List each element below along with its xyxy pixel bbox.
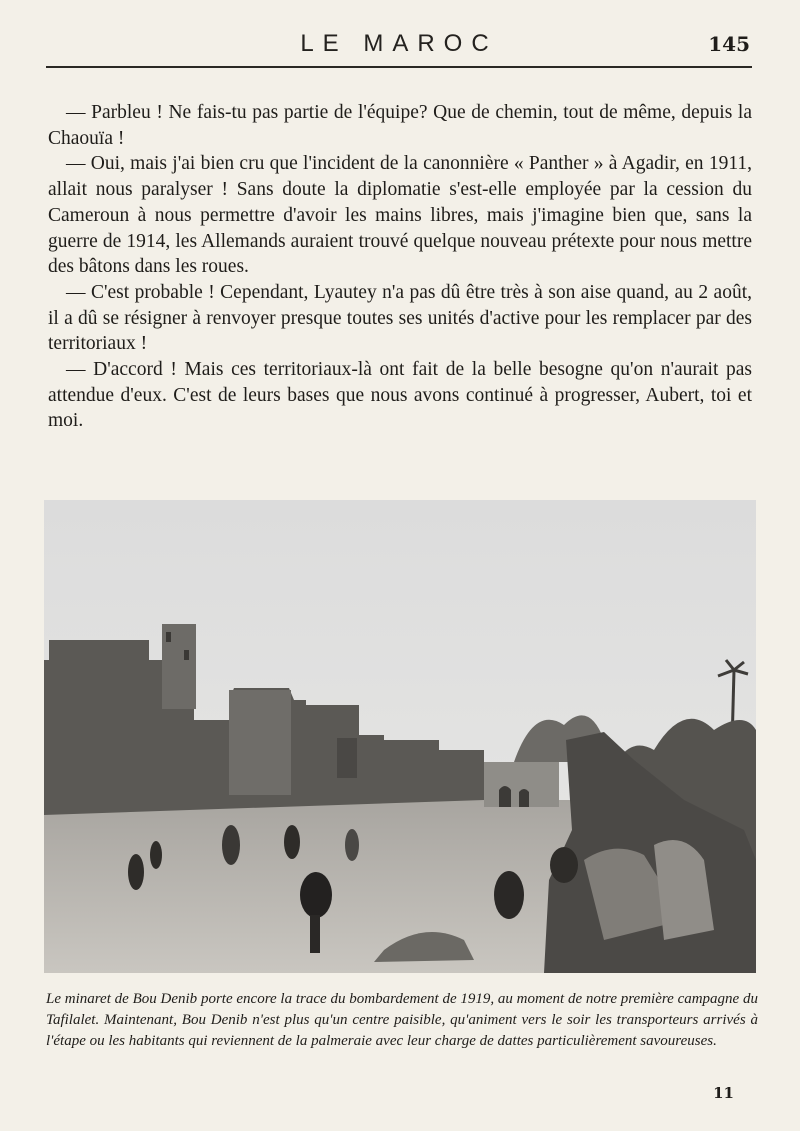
- paragraph: — D'accord ! Mais ces territoriaux-là ont fait de la belle besogne qu'on n'aurait pas attendue d'eux. C'est de leurs bases que nous avons continué à progresser, Aubert, toi et moi.: [48, 359, 752, 432]
- running-header: [46, 30, 752, 68]
- paragraph: — C'est probable ! Cependant, Lyautey n'a pas dû être très à son aise quand, au 2 août, il a dû se résigner à renvoyer presque toutes ses unités d'active pour les remplacer par des territoriaux !: [48, 281, 752, 355]
- paragraph: — Parbleu ! Ne fais-tu pas partie de l'équipe? Que de chemin, tout de même, depuis la Chaouïa !: [48, 102, 752, 149]
- running-title: LE MAROC: [300, 30, 498, 57]
- signature-mark: 11: [713, 1084, 734, 1102]
- paragraph: — Oui, mais j'ai bien cru que l'incident de la canonnière « Panther » à Agadir, en 1911, allait nous paralyser ! Sans doute la diplomatie s'est-elle employée par la cession du Cameroun à nous permettre d'avoir les mains libres, mais j'imagine bien que, sans la guerre de 1914, les Allemands auraient trouvé quelque nouveau prétexte pour nous mettre des bâtons dans les roues.: [48, 153, 752, 278]
- page-number: 145: [708, 32, 750, 56]
- figure-caption: Le minaret de Bou Denib porte encore la trace du bombardement de 1919, au moment de notre première campagne du Tafilalet. Maintenant, Bou Denib n'est plus qu'un centre paisible, qu'animent vers le soir les transporteurs arrivés à l'étape ou les habitants qui reviennent de la palmeraie avec leur charge de dattes particulièrement savoureuses.: [46, 991, 758, 1049]
- photograph-bou-denib: [44, 500, 756, 973]
- body-text: [48, 100, 752, 434]
